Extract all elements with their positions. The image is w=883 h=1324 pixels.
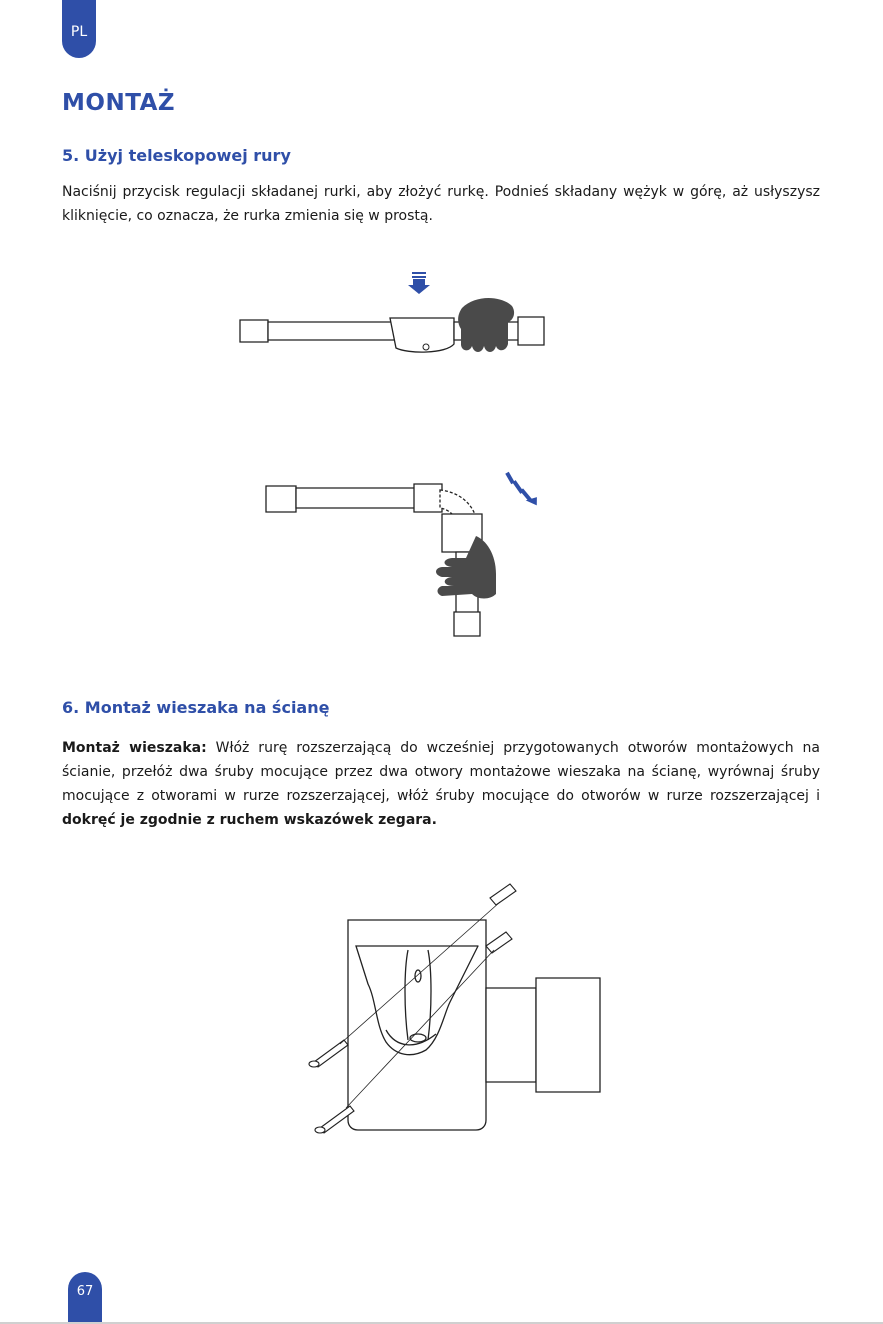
rotation-arrow-icon: [505, 472, 539, 506]
section-5-heading: 5. Użyj teleskopowej rury: [62, 146, 291, 165]
section-5-text: Naciśnij przycisk regulacji składanej rurki, aby złożyć rurkę. Podnieś składany wężyk w górę, aż usłyszysz kliknięcie, co oznacza, że rurka zmienia się w prostą.: [62, 184, 820, 224]
telescopic-tube-fold-figure: [262, 466, 552, 642]
language-tab-label: PL: [70, 24, 88, 40]
section-6-body: Włóż rurę rozszerzającą do wcześniej przygotowanych otworów montażowych na ścianie, przełóż dwa śruby mocujące przez dwa otwory montażowe wieszaka na ścianę, wyrównaj śruby mocujące z otworami w rurze rozszerzającej, włóż śruby mocujące do otworów w rurze rozszerzającej i: [62, 740, 820, 804]
section-6-heading: 6. Montaż wieszaka na ścianę: [62, 698, 330, 717]
page-title: MONTAŻ: [62, 90, 176, 116]
wall-hanger-figure: [300, 880, 610, 1140]
screw-icon: [309, 1040, 348, 1067]
section-6-text: [62, 736, 820, 832]
language-tab: [62, 0, 96, 58]
page-number: 67: [76, 1284, 94, 1299]
section-6-lead: Montaż wieszaka:: [62, 740, 207, 756]
section-6-tail: dokręć je zgodnie z ruchem wskazówek zegara.: [62, 812, 437, 828]
hand-icon: [458, 298, 514, 352]
page-number-tab: [68, 1272, 102, 1324]
telescopic-tube-press-figure: [230, 262, 560, 372]
press-arrow-icon: [408, 272, 430, 294]
wall-plug-icon: [486, 884, 516, 953]
